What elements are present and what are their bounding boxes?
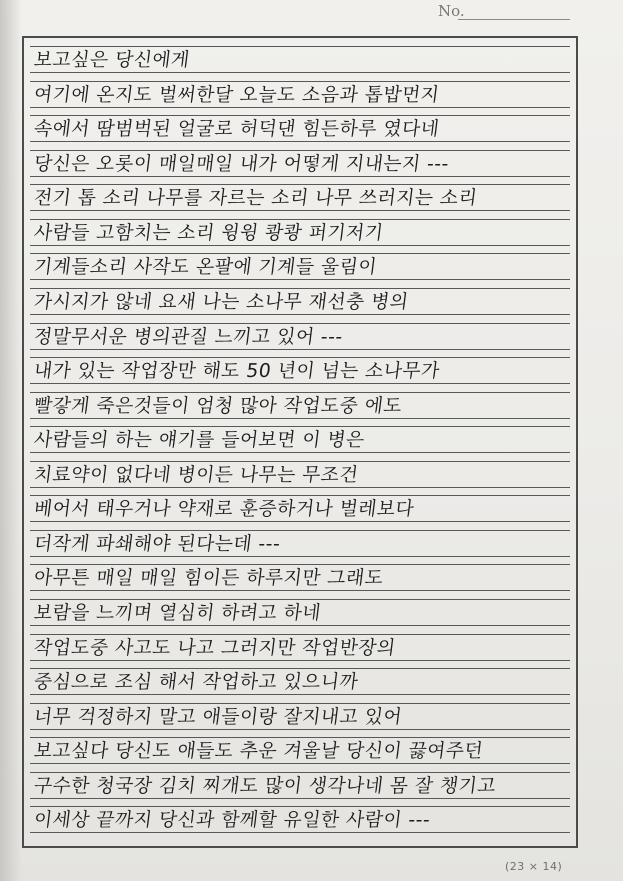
letter-line [30, 530, 570, 557]
letter-line-text: 정말무서운 병의관질 느끼고 있어 --- [32, 325, 345, 348]
page-size-label: (23 × 14) [505, 860, 563, 873]
number-label: No. [438, 2, 465, 20]
letter-line [30, 737, 570, 764]
letter-line-text: 너무 걱정하지 말고 애들이랑 잘지내고 있어 [32, 705, 404, 728]
letter-line-text: 전기 톱 소리 나무를 자르는 소리 나무 쓰러지는 소리 [32, 187, 479, 210]
letter-line [30, 426, 570, 453]
letter-line-text: 사람들의 하는 얘기를 들어보면 이 병은 [32, 429, 367, 452]
letter-line [30, 115, 570, 142]
letter-line [30, 772, 570, 799]
letter-line-text: 아무튼 매일 매일 힘이든 하루지만 그래도 [32, 567, 385, 590]
number-underline [458, 19, 570, 20]
letter-line [30, 564, 570, 591]
letter-line [30, 253, 570, 280]
letter-line-text: 보람을 느끼며 열심히 하려고 하네 [32, 602, 323, 625]
handwritten-letter [30, 44, 570, 839]
letter-line [30, 288, 570, 315]
letter-line [30, 668, 570, 695]
letter-line-text: 작업도중 사고도 나고 그러지만 작업반장의 [32, 636, 397, 659]
letter-line [30, 461, 570, 488]
letter-line [30, 323, 570, 350]
letter-line [30, 392, 570, 419]
letter-line [30, 806, 570, 833]
letter-line [30, 150, 570, 177]
letter-line [30, 184, 570, 211]
letter-line-text: 속에서 땀범벅된 얼굴로 허덕댄 힘든하루 였다네 [32, 118, 441, 141]
letter-line-text: 빨갛게 죽은것들이 엄청 많아 작업도중 에도 [32, 394, 404, 417]
letter-line-text: 보고싶은 당신에게 [32, 49, 191, 71]
letter-line-text: 이세상 끝까지 당신과 함께할 유일한 사람이 --- [32, 809, 432, 832]
letter-line [30, 634, 570, 661]
page-shadow [0, 0, 22, 881]
letter-line [30, 495, 570, 522]
letter-line [30, 46, 570, 73]
letter-line [30, 599, 570, 626]
letter-line [30, 219, 570, 246]
letter-line-text: 중심으로 조심 해서 작업하고 있으니까 [32, 671, 360, 694]
letter-line [30, 703, 570, 730]
letter-line-text: 구수한 청국장 김치 찌개도 많이 생각나네 몸 잘 챙기고 [32, 774, 498, 797]
letter-line-text: 기계들소리 사작도 온팔에 기계들 울림이 [32, 256, 379, 279]
letter-line-text: 치료약이 없다네 병이든 나무는 무조건 [32, 463, 360, 486]
letter-line-text: 보고싶다 당신도 애들도 추운 겨울날 당신이 끓여주던 [32, 740, 485, 763]
letter-line-text: 당신은 오롯이 매일매일 내가 어떻게 지내는지 --- [32, 152, 451, 175]
letter-line [30, 81, 570, 108]
letter-line-text: 더작게 파쇄해야 된다는데 --- [32, 532, 282, 555]
letter-line-text: 내가 있는 작업장만 해도 50 년이 넘는 소나무가 [32, 360, 442, 383]
letter-line-text: 베어서 태우거나 약재로 훈증하거나 벌레보다 [32, 498, 416, 521]
letter-line-text: 가시지가 않네 요새 나는 소나무 재선충 병의 [32, 290, 410, 313]
letter-line-text: 여기에 온지도 벌써한달 오늘도 소음과 톱밥먼지 [32, 83, 441, 106]
letter-line [30, 357, 570, 384]
letter-line-text: 사람들 고함치는 소리 윙윙 쾅쾅 퍼기저기 [32, 221, 385, 244]
